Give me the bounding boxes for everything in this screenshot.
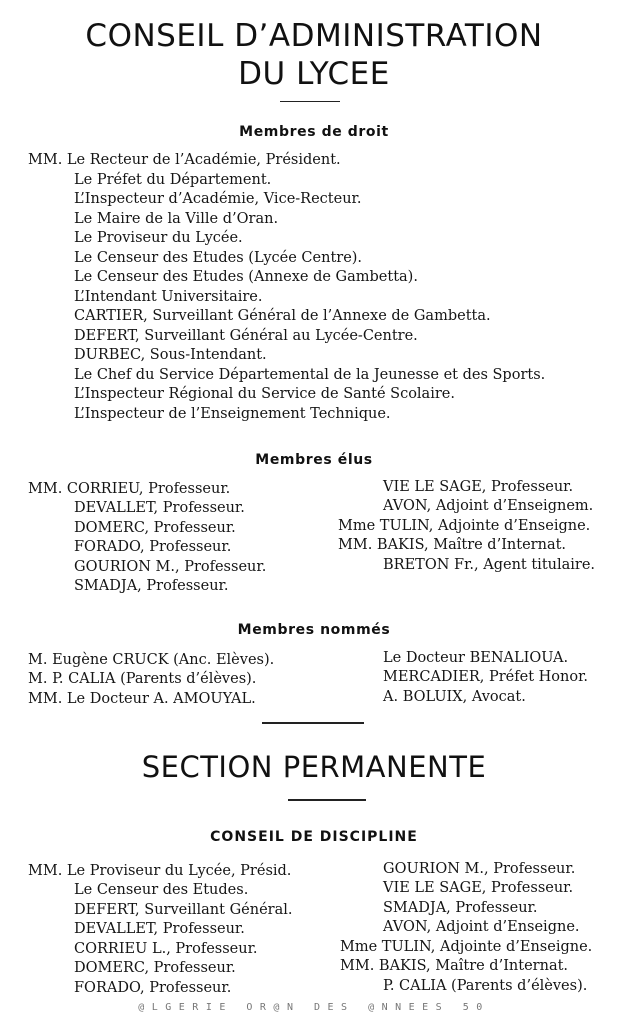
- list-item: MM. Le Docteur A. AMOUYAL.: [28, 691, 256, 707]
- list-item: Mme TULIN, Adjointe d’Enseigne.: [340, 939, 593, 955]
- list-item: VIE LE SAGE, Professeur.: [383, 479, 574, 495]
- section-divider: [262, 722, 364, 724]
- list-item: GOURION M., Professeur.: [383, 861, 576, 877]
- watermark: @LGERIE OR@N DES @NNEES 50: [138, 1002, 490, 1013]
- page-title-line-1: CONSEIL D’ADMINISTRATION: [85, 18, 543, 54]
- list-item: SMADJA, Professeur.: [383, 900, 538, 916]
- list-item: L’Intendant Universitaire.: [74, 289, 263, 305]
- list-item: DEVALLET, Professeur.: [74, 921, 245, 937]
- list-item: Le Censeur des Etudes (Lycée Centre).: [74, 250, 363, 266]
- list-item: DEFERT, Surveillant Général.: [74, 902, 293, 918]
- title-divider: [280, 101, 340, 102]
- list-item: L’Inspecteur Régional du Service de Santé Scolaire.: [74, 386, 455, 402]
- list-item: MERCADIER, Préfet Honor.: [383, 669, 589, 685]
- list-item: Le Censeur des Etudes.: [74, 882, 249, 898]
- list-item: L’Inspecteur d’Académie, Vice-Recteur.: [74, 191, 362, 207]
- list-item: Le Chef du Service Départemental de la Jeunesse et des Sports.: [74, 367, 546, 383]
- list-item: FORADO, Professeur.: [74, 980, 232, 996]
- heading-membres-de-droit: Membres de droit: [239, 124, 389, 140]
- list-item: DEFERT, Surveillant Général au Lycée-Centre.: [74, 328, 418, 344]
- list-item: CORRIEU L., Professeur.: [74, 941, 258, 957]
- list-item: Le Préfet du Département.: [74, 172, 272, 188]
- list-item: DOMERC, Professeur.: [74, 960, 236, 976]
- list-item: M. P. CALIA (Parents d’élèves).: [28, 671, 257, 687]
- list-item: CARTIER, Surveillant Général de l’Annexe de Gambetta.: [74, 308, 491, 324]
- list-item: FORADO, Professeur.: [74, 539, 232, 555]
- list-item: DOMERC, Professeur.: [74, 520, 236, 536]
- list-item: P. CALIA (Parents d’élèves).: [383, 978, 588, 994]
- list-item: GOURION M., Professeur.: [74, 559, 267, 575]
- list-item: Le Maire de la Ville d’Oran.: [74, 211, 279, 227]
- list-item: BRETON Fr., Agent titulaire.: [383, 557, 596, 573]
- list-item: A. BOLUIX, Avocat.: [383, 689, 526, 705]
- list-item: DEVALLET, Professeur.: [74, 500, 245, 516]
- list-item: AVON, Adjoint d’Enseigne.: [383, 919, 580, 935]
- section-title-divider: [288, 799, 366, 801]
- list-item: Le Proviseur du Lycée.: [74, 230, 243, 246]
- list-item: VIE LE SAGE, Professeur.: [383, 880, 574, 896]
- heading-conseil-de-discipline: CONSEIL DE DISCIPLINE: [210, 829, 418, 845]
- page-title-line-2: DU LYCEE: [238, 56, 390, 92]
- list-item: M. Eugène CRUCK (Anc. Elèves).: [28, 652, 275, 668]
- list-item: MM. Le Proviseur du Lycée, Présid.: [28, 863, 292, 879]
- list-item: Le Docteur BENALIOUA.: [383, 650, 569, 666]
- list-item: AVON, Adjoint d’Enseignem.: [383, 498, 594, 514]
- list-item: MM. BAKIS, Maître d’Internat.: [340, 958, 569, 974]
- list-item: Mme TULIN, Adjointe d’Enseigne.: [338, 518, 591, 534]
- list-item: MM. BAKIS, Maître d’Internat.: [338, 537, 567, 553]
- heading-membres-elus: Membres élus: [255, 452, 373, 468]
- list-item: DURBEC, Sous-Intendant.: [74, 347, 267, 363]
- list-item: L’Inspecteur de l’Enseignement Technique.: [74, 406, 391, 422]
- list-item: MM. CORRIEU, Professeur.: [28, 481, 231, 497]
- section-title: SECTION PERMANENTE: [141, 750, 487, 784]
- list-item: SMADJA, Professeur.: [74, 578, 229, 594]
- list-item: MM. Le Recteur de l’Académie, Président.: [28, 152, 341, 168]
- list-item: Le Censeur des Etudes (Annexe de Gambetta).: [74, 269, 418, 285]
- heading-membres-nommes: Membres nommés: [237, 622, 391, 638]
